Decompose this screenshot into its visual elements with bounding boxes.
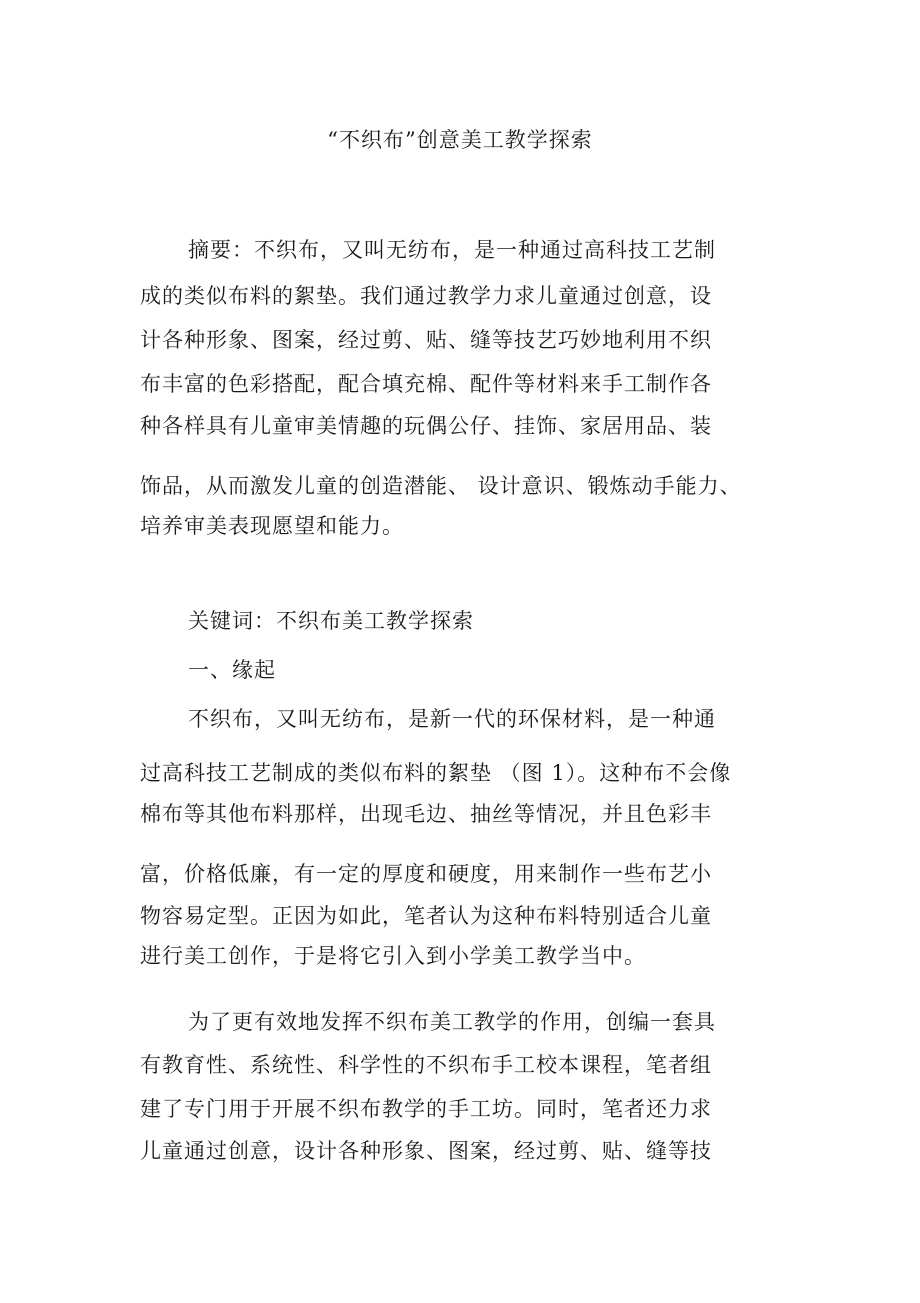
section-heading: 一、缘起 <box>188 658 276 682</box>
abstract-line: 摘要：不织布，又叫无纺布，是一种通过高科技工艺制 <box>188 238 716 262</box>
abstract-line: 计各种形象、图案，经过剪、贴、缝等技艺巧妙地利用不织 <box>140 328 712 352</box>
paragraph-line: 物容易定型。正因为如此，笔者认为这种布料特别适合儿童 <box>140 904 712 928</box>
paragraph-line: 建了专门用于开展不织布教学的手工坊。同时，笔者还力求 <box>140 1097 712 1121</box>
paragraph-line: 棉布等其他布料那样，出现毛边、抽丝等情况，并且色彩丰 <box>140 802 712 826</box>
abstract-line: 成的类似布料的絮垫。我们通过教学力求儿童通过创意，设 <box>140 284 712 308</box>
paragraph-line: 富，价格低廉，有一定的厚度和硬度，用来制作一些布艺小 <box>140 862 712 886</box>
paragraph-line: 过高科技工艺制成的类似布料的絮垫 （图 1）。这种布不会像 <box>140 761 732 785</box>
abstract-line: 布丰富的色彩搭配，配合填充棉、配件等材料来手工制作各 <box>140 372 712 396</box>
document-title: “不织布”创意美工教学探索 <box>327 128 593 152</box>
paragraph-line: 有教育性、系统性、科学性的不织布手工校本课程，笔者组 <box>140 1053 712 1077</box>
abstract-line: 饰品，从而激发儿童的创造潜能、 设计意识、锻炼动手能力、 <box>140 474 742 498</box>
abstract-line: 培养审美表现愿望和能力。 <box>140 514 404 538</box>
keywords-line: 关键词：不织布美工教学探索 <box>188 609 474 633</box>
paragraph-line: 进行美工创作，于是将它引入到小学美工教学当中。 <box>140 944 646 968</box>
abstract-line: 种各样具有儿童审美情趣的玩偶公仔、挂饰、家居用品、装 <box>140 414 712 438</box>
paragraph-line: 为了更有效地发挥不织布美工教学的作用，创编一套具 <box>188 1010 716 1034</box>
paragraph-line: 儿童通过创意，设计各种形象、图案，经过剪、贴、缝等技 <box>140 1139 712 1163</box>
paragraph-line: 不织布，又叫无纺布，是新一代的环保材料，是一种通 <box>188 707 716 731</box>
